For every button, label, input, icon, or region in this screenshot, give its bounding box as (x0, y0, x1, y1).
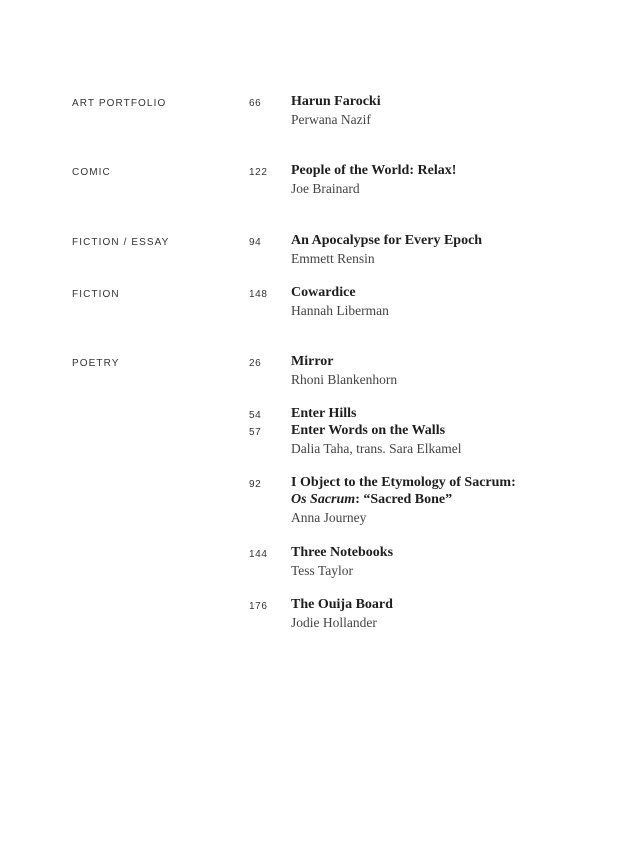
page-number: 148 (249, 289, 268, 300)
category-label: COMIC (72, 167, 111, 178)
entry-title[interactable]: An Apocalypse for Every Epoch (291, 233, 483, 248)
page-number: 66 (249, 98, 262, 109)
entry-author: Anna Journey (291, 510, 367, 525)
page-number: 26 (249, 358, 262, 369)
entry-title[interactable]: The Ouija Board (291, 597, 393, 612)
category-label: FICTION / ESSAY (72, 237, 170, 248)
entry-title[interactable]: Three Notebooks (291, 545, 394, 560)
entry-title[interactable]: Cowardice (291, 285, 356, 300)
entry-title[interactable]: Mirror (291, 354, 334, 369)
page-number-2: 57 (249, 427, 262, 438)
entry-author: Dalia Taha, trans. Sara Elkamel (291, 441, 462, 456)
category-label: FICTION (72, 289, 120, 300)
entry-title-italic: Os Sacrum (291, 492, 356, 507)
entry-title-rest: : “Sacred Bone” (355, 492, 453, 507)
entry-title[interactable]: I Object to the Etymology of Sacrum: (291, 475, 516, 490)
page-number: 176 (249, 601, 268, 612)
entry-title[interactable]: People of the World: Relax! (291, 163, 457, 178)
category-label: POETRY (72, 358, 120, 369)
entry-title[interactable]: Enter Hills (291, 406, 357, 421)
entry-title[interactable]: Harun Farocki (291, 94, 381, 109)
entry-author: Emmett Rensin (291, 251, 375, 266)
page-number: 54 (249, 410, 262, 421)
page-number: 122 (249, 167, 268, 178)
category-label: ART PORTFOLIO (72, 98, 167, 109)
entry-author: Joe Brainard (291, 181, 360, 196)
page-number: 94 (249, 237, 262, 248)
entry-author: Jodie Hollander (291, 615, 377, 630)
entry-author: Hannah Liberman (291, 303, 389, 318)
page-number: 144 (249, 549, 268, 560)
entry-author: Tess Taylor (291, 563, 353, 578)
entry-title-line-2[interactable] (291, 492, 452, 508)
page-number: 92 (249, 479, 262, 490)
entry-author: Rhoni Blankenhorn (291, 372, 398, 387)
entry-title-2[interactable]: Enter Words on the Walls (291, 423, 446, 438)
entry-author: Perwana Nazif (291, 112, 371, 127)
